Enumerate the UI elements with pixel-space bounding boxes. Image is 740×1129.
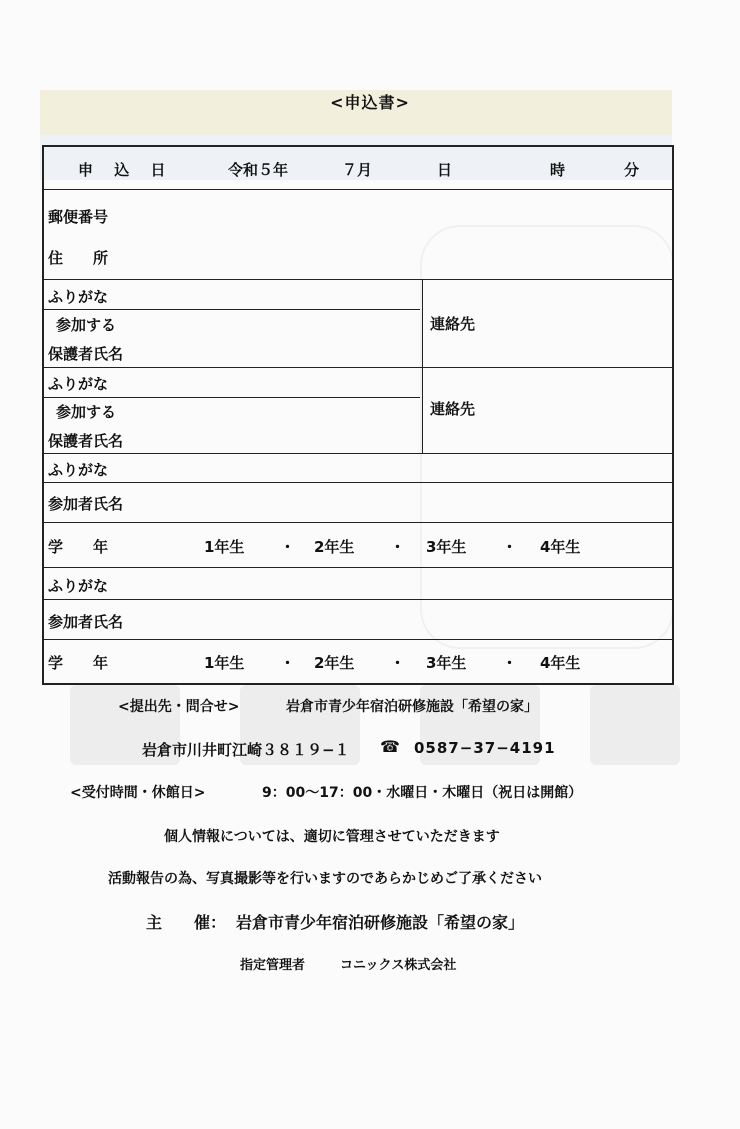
participant2-grade-option[interactable]: 1年生 bbox=[204, 654, 245, 672]
date-minute: 分 bbox=[624, 161, 640, 179]
participant2-grade-option[interactable]: 4年生 bbox=[540, 654, 581, 672]
participant2-grade-label: 学 年 bbox=[48, 654, 109, 672]
participant1-grade-option[interactable]: 3年生 bbox=[426, 538, 467, 556]
guardian2-name-label: 参加する bbox=[56, 403, 117, 421]
participant2-name-label: 参加者氏名 bbox=[48, 613, 124, 631]
submission-address: 岩倉市川井町江崎３８１９−１ bbox=[142, 741, 350, 759]
guardian2-name-label: 保護者氏名 bbox=[48, 432, 124, 450]
participant2-furigana-label: ふりがな bbox=[48, 577, 109, 595]
grade-separator: ・ bbox=[390, 654, 406, 672]
participant1-name-label: 参加者氏名 bbox=[48, 495, 124, 513]
organizer-label: 主 催： bbox=[146, 913, 227, 932]
row-divider bbox=[44, 522, 672, 523]
guardian1-contact-label: 連絡先 bbox=[430, 315, 476, 333]
row-divider bbox=[44, 453, 672, 454]
privacy-note: 個人情報については、適切に管理させていただきます bbox=[164, 829, 500, 845]
manager-value: コニックス株式会社 bbox=[340, 958, 457, 973]
form-title: <申込書> bbox=[330, 93, 410, 112]
date-era-year: 令和５年 bbox=[228, 161, 289, 179]
row-divider bbox=[44, 639, 672, 640]
phone-number: 0587−37−4191 bbox=[414, 739, 556, 757]
participant1-grade-label: 学 年 bbox=[48, 538, 109, 556]
date-day: 日 bbox=[437, 161, 453, 179]
participant1-grade-option[interactable]: 2年生 bbox=[314, 538, 355, 556]
row-divider bbox=[44, 397, 420, 398]
guardian1-name-label: 保護者氏名 bbox=[48, 345, 124, 363]
guardian1-furigana-label: ふりがな bbox=[48, 288, 109, 306]
row-divider bbox=[44, 189, 672, 190]
application-table bbox=[42, 145, 674, 685]
submission-facility: 岩倉市青少年宿泊研修施設「希望の家」 bbox=[286, 699, 538, 715]
row-divider bbox=[44, 599, 672, 600]
ghost-photo bbox=[590, 685, 680, 765]
participant2-grade-option[interactable]: 3年生 bbox=[426, 654, 467, 672]
row-divider bbox=[44, 367, 672, 368]
manager-label: 指定管理者 bbox=[240, 958, 306, 973]
participant1-furigana-label: ふりがな bbox=[48, 461, 109, 479]
submission-label: <提出先・問合せ> bbox=[118, 699, 240, 715]
grade-separator: ・ bbox=[390, 538, 406, 556]
row-divider bbox=[44, 279, 672, 280]
guardian2-contact-label: 連絡先 bbox=[430, 400, 476, 418]
grade-separator: ・ bbox=[280, 538, 296, 556]
address-label: 住 所 bbox=[48, 249, 109, 267]
contact-column-divider bbox=[422, 279, 423, 453]
phone-icon: ☎ bbox=[380, 737, 400, 756]
postal-code-label: 郵便番号 bbox=[48, 208, 109, 226]
date-month: ７月 bbox=[342, 161, 373, 179]
row-divider bbox=[44, 309, 420, 310]
participant2-grade-option[interactable]: 2年生 bbox=[314, 654, 355, 672]
date-label: 申 込 日 bbox=[78, 161, 174, 179]
participant1-grade-option[interactable]: 1年生 bbox=[204, 538, 245, 556]
photo-note: 活動報告の為、写真撮影等を行いますのであらかじめご了承ください bbox=[108, 871, 542, 887]
participant1-grade-option[interactable]: 4年生 bbox=[540, 538, 581, 556]
grade-separator: ・ bbox=[280, 654, 296, 672]
grade-separator: ・ bbox=[502, 654, 518, 672]
guardian1-name-label: 参加する bbox=[56, 316, 117, 334]
hours-value: 9：00〜17：00・水曜日・木曜日（祝日は開館） bbox=[262, 785, 583, 801]
organizer-value: 岩倉市青少年宿泊研修施設「希望の家」 bbox=[236, 913, 525, 932]
date-hour: 時 bbox=[550, 161, 566, 179]
row-divider bbox=[44, 567, 672, 568]
row-divider bbox=[44, 482, 672, 483]
guardian2-furigana-label: ふりがな bbox=[48, 375, 109, 393]
hours-label: <受付時間・休館日> bbox=[70, 785, 206, 801]
grade-separator: ・ bbox=[502, 538, 518, 556]
